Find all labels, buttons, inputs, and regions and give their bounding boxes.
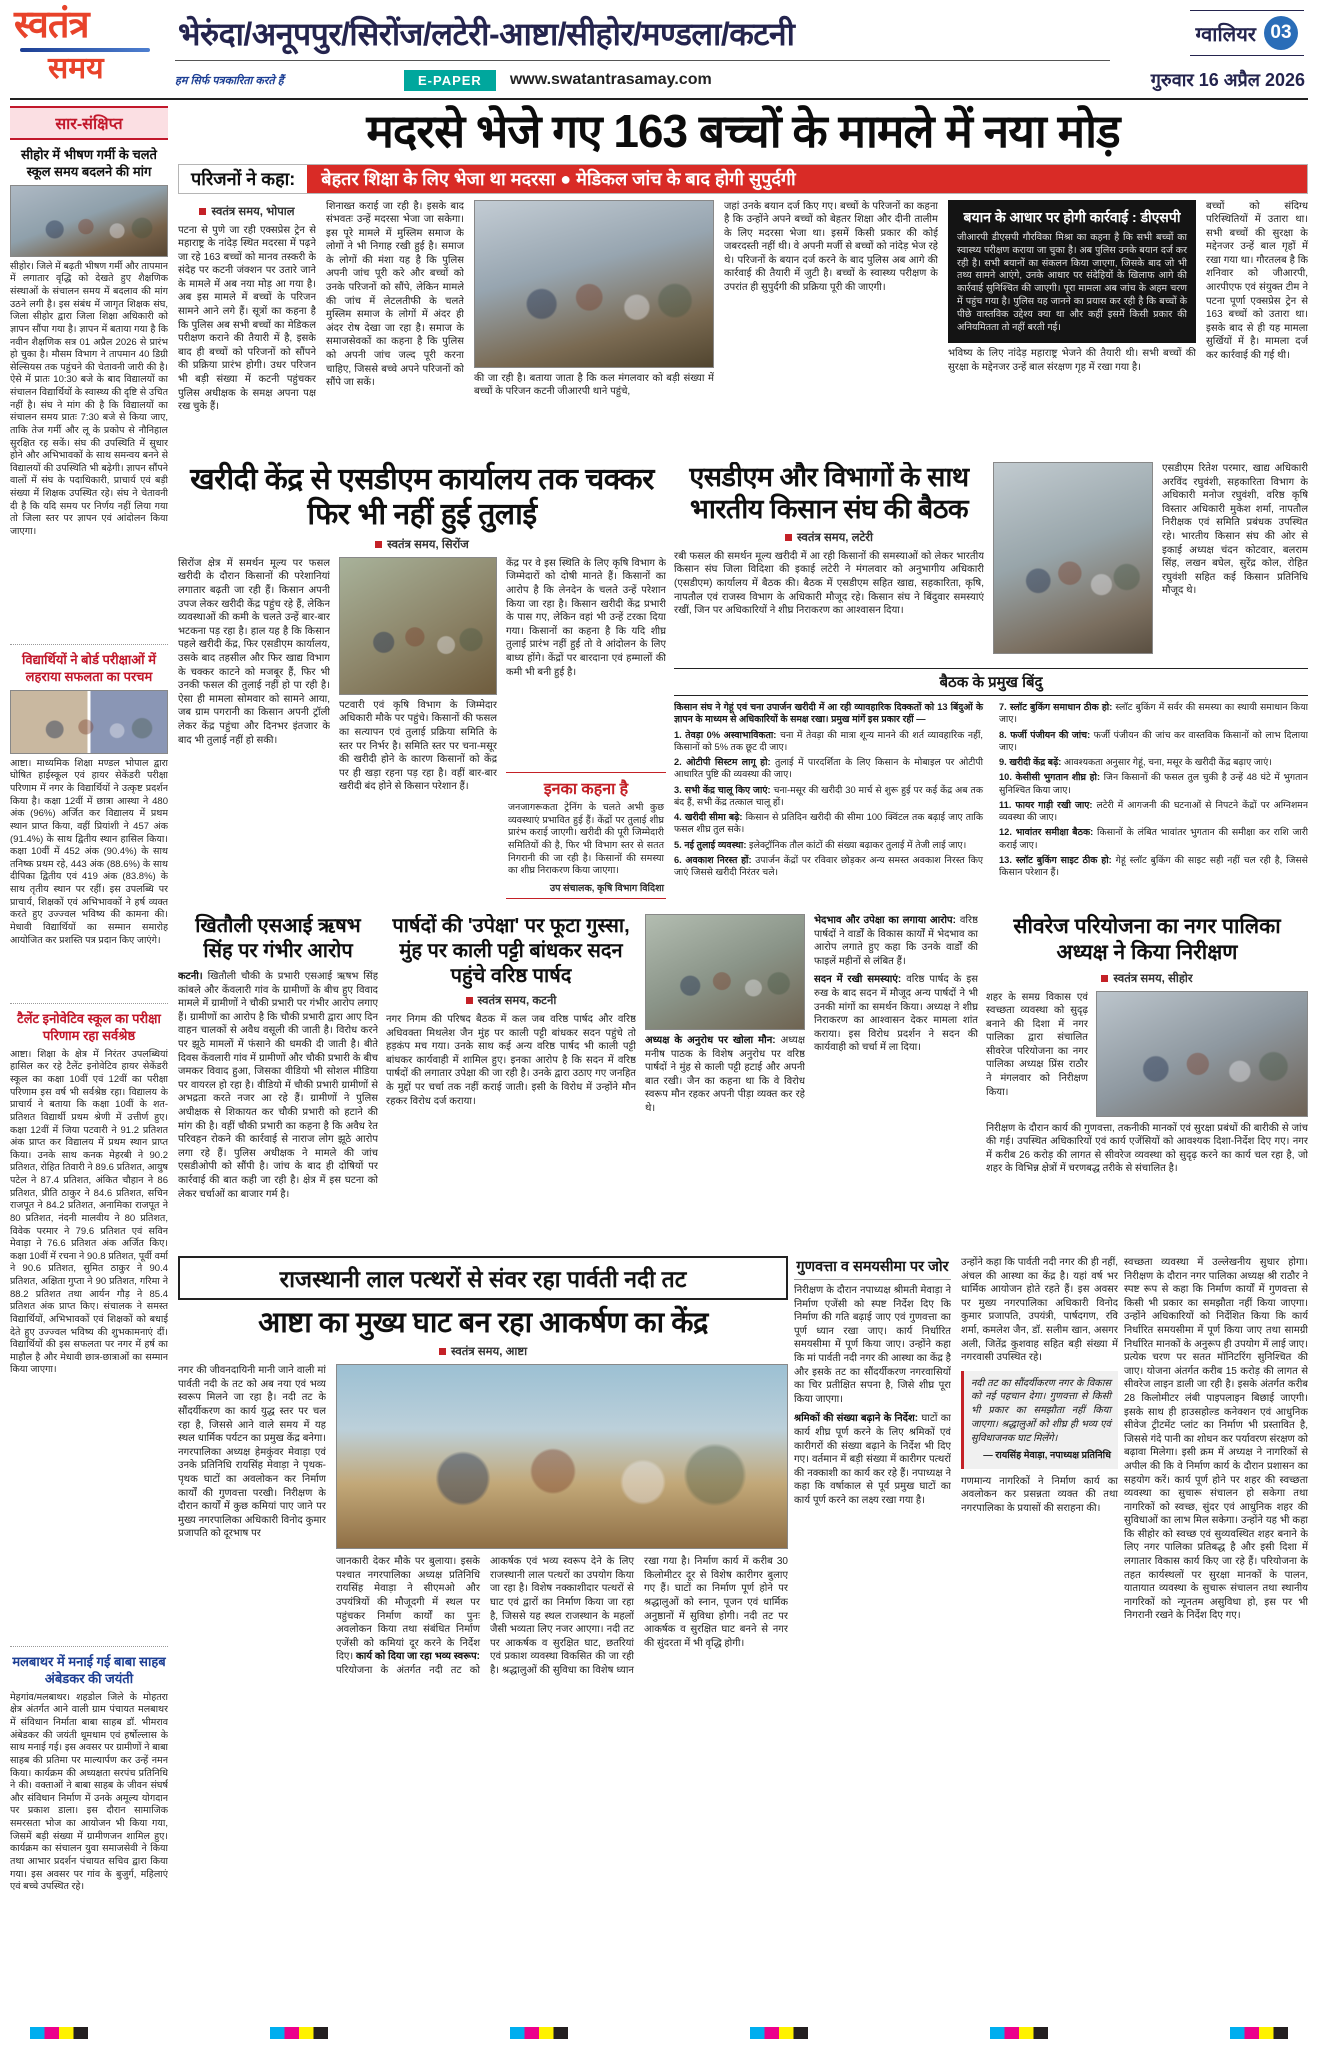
ashta-flow-1: जानकारी देकर मौके पर बुलाया। इसके पश्चात नगरपालिका अध्यक्ष प्रतिनिधि रायसिंह मेवाड़ा ने सीएमओ और उपयंत्रियों की मौजूदगी में स्थल पर पहुंचकर निर्माण कार्यों का पुनः अवलोकन किया तथा संबंधित निर्माण एजेंसी को कमियां दूर करने के निर्देश दिए।: [336, 1556, 480, 1663]
khitauli-body: [178, 970, 378, 1232]
sewerage-photo-row: [986, 991, 1308, 1117]
sewerage-tail-text: स्वच्छता व्यवस्था में उल्लेखनीय सुधार होगा। निरीक्षण के दौरान नगर पालिका अध्यक्ष श्री राठौर ने स्पष्ट रूप से कहा कि निर्माण कार्यों में गुणवत्ता से किसी भी प्रकार का समझौता नहीं किया जाएगा। उन्होंने अधिकारियों को निर्देशित किया कि कार्य निर्धारित समयसीमा में पूर्ण किया जाए तथा सामग्री निर्धारित मानकों के अनुरूप ही उपयोग में लाई जाए। प्रत्येक चरण पर सतत मॉनिटरिंग सुनिश्चित की जाए। योजना अंतर्गत करीब 15 करोड़ की लागत से सीवरेज लाइन डाली जा रही है। इसके अंतर्गत करीब 28 किलोमीटर लंबी पाइपलाइन बिछाई जाएगी। इसके साथ ही हाउसहोल्ड कनेक्शन एवं आधुनिक सीवेज ट्रीटमेंट प्लांट का निर्माण भी प्रस्तावित है, जिससे गंदे पानी का शोधन कर पर्यावरण संरक्षण को बढ़ावा मिलेगा। इसी क्रम में अध्यक्ष ने नागरिकों से अपील की कि वे निर्माण कार्य के दौरान प्रशासन का सहयोग करें। कार्य पूर्ण होने पर शहर की स्वच्छता व्यवस्था का सुचारू संचालन हो सकेगा तथा नागरिकों को स्वच्छ, सुंदर एवं आधुनिक शहर की सुविधाओं का लाभ मिल सकेगा। उन्होंने यह भी कहा कि सीहोर को स्वच्छ एवं सुव्यवस्थित शहर बनाने के लिए नगर पालिका प्रतिबद्ध है और इसी दिशा में लगातार विकास कार्य किए जा रहे हैं। परियोजना के तहत कार्यस्थलों पर सुरक्षा मानकों के पालन, यातायात व्यवस्था के सुचारू संचालन तथा स्थानीय नागरिकों को न्यूनतम असुविधा हो, इस पर भी निगरानी रखने के निर्देश दिए गए।: [1124, 1257, 1308, 1622]
ashta-body-left: नगर की जीवनदायिनी मानी जाने वाली मां पार्वती नदी के तट को अब नया एवं भव्य स्वरूप मिलने जा रहा है। नदी तट के सौंदर्यीकरण का कार्य युद्ध स्तर पर चल रहा है, जिससे आने वाले समय में यह स्थल धार्मिक पर्यटन का प्रमुख केंद्र बनेगा। नगरपालिका अध्यक्ष हेमकुंवर मेवाड़ा एवं उनके प्रतिनिधि रायसिंह मेवाड़ा ने पृथक-पृथक घाटों का अवलोकन कर निर्माण कार्यों की गुणवत्ता परखी। निरीक्षण के दौरान कार्यों में कुछ कमियां पाए जाने पर मुख्य नगरपालिका अधिकारी विनोद कुमार प्रजापति को दूरभाष पर: [178, 1365, 326, 1540]
kisan-headline: एसडीएम और विभागों के साथ भारतीय किसान संघ की बैठक: [689, 462, 969, 524]
brief-body: मेहगांव/मलबाथर। शहडोल जिले के मोहतरा क्षेत्र अंतर्गत आने वाली ग्राम पंचायत मलबाथर में संविधान निर्माता बाबा साहब डॉ. भीमराव अंबेडकर की जयंती धूमधाम एवं हर्षोल्लास के साथ मनाई गई। इस अवसर पर ग्रामीणों ने बाबा साहब की प्रतिमा पर माल्यार्पण कर उन्हें नमन किया। कार्यक्रम की अध्यक्षता सरपंच प्रतिनिधि ने की। वक्ताओं ने बाबा साहब के जीवन संघर्ष और संविधान निर्माण में उनके अमूल्य योगदान पर प्रकाश डाला। इस दौरान सामाजिक समरसता भोज का आयोजन भी किया गया, जिसमें बड़ी संख्या में ग्रामीणजन शामिल हुए। कार्यक्रम का संचालन युवा समाजसेवी ने किया तथा आभार प्रदर्शन पंचायत सचिव द्वारा किया गया। इस अवसर पर गांव के बुजुर्ग, महिलाएं एवं बच्चे उपस्थित रहे।: [10, 1691, 168, 1893]
byline-square-icon: [466, 997, 473, 1004]
kicker-text: बेहतर शिक्षा के लिए भेजा था मदरसा ● मेडिकल जांच के बाद होगी सुपुर्दगी: [307, 165, 1307, 193]
cmyk-swatch-group: [990, 2027, 1048, 2039]
lead-body-6: बच्चों को संदिग्ध परिस्थितियों में उतारा था। सभी बच्चों की सुरक्षा के मद्देनजर उन्हें बाल गृहों में रखा गया था। गौरतलब है कि शनिवार को जीआरपी, आरपीएफ एवं संयुक्त टीम ने पटना पूर्णा एक्सप्रेस ट्रेन से 163 बच्चों को उतारा था। इसके बाद से ही यह मामला सुर्खियों में है। मामला दर्ज कर कार्रवाई की गई थी।: [1206, 200, 1308, 362]
officials-say-quote: जनजागरूकता ट्रेनिंग के चलते अभी कुछ व्यवस्थाएं प्रभावित हुई हैं। केंद्रों पर तुलाई शीघ्र प्रारंभ कराई जाएगी। खरीदी की पूरी जिम्मेदारी समितियों की है, फिर भी विभाग स्तर से सतत निगरानी की जा रही है। किसानों की समस्या का शीघ्र निराकरण किया जाएगा।: [508, 802, 664, 877]
parshad-body-4: [814, 973, 978, 1055]
byline: [986, 971, 1308, 986]
sewerage-body-1: शहर के समग्र विकास एवं स्वच्छता व्यवस्था को सुदृढ़ बनाने की दिशा में नगर पालिका द्वारा संचालित सीवरेज परियोजना का नगर पालिका अध्यक्ष प्रिंस राठौर ने मंगलवार को निरीक्षण किया।: [986, 991, 1088, 1098]
point-number: 7.: [999, 702, 1007, 712]
meeting-point-item: [674, 756, 983, 781]
lead-body-1: पटना से पुणे जा रही एक्सप्रेस ट्रेन से महाराष्ट्र के नांदेड़ स्थित मदरसा में पढ़ने जा रहे 163 बच्चों को मानव तस्करी के संदेह पर कटनी जंक्शन पर उतारे जाने के मामले में अब नया मोड़ आ गया है। अब इस मामले में बच्चों के परिजन सामने आने लगे हैं। सूत्रों का कहना है कि पुलिस अब सभी बच्चों का मेडिकल परीक्षण कराने की तैयारी में है, इसके बाद ही बच्चों को परिजनों को सौंपने की प्रक्रिया प्रारंभ होगी। उधर परिजन भी बड़ी संख्या में कटनी पहुंचकर पुलिस अधीक्षक के समक्ष अपना पक्ष रख चुके हैं।: [178, 224, 316, 413]
brief-talent-school: [10, 1011, 168, 1647]
point-number: 6.: [674, 854, 682, 865]
parshad-col-1: [386, 914, 636, 1250]
meeting-point-item: [999, 826, 1308, 851]
masthead: [0, 0, 1318, 100]
point-lead: अवकाश निरस्त हों:: [685, 854, 752, 865]
newspaper-logo: [14, 6, 166, 94]
kisan-names-col: [1162, 462, 1308, 660]
point-text: किसानों के लंबित भावांतर भुगतान की समीक्षा कर राशि जारी कराई जाए।: [999, 827, 1308, 850]
point-text: चना में तेवड़ा की मात्रा शून्य मानने की शर्त व्यावहारिक नहीं, किसानों को 5% तक छूट दी जाए।: [674, 729, 983, 752]
dsp-statement-title: बयान के आधार पर होगी कार्रवाई : डीएसपी: [963, 208, 1181, 225]
representative-quote-box: [961, 1371, 1118, 1469]
print-color-calibration-bar: [0, 2026, 1318, 2040]
page-number-badge: 03: [1264, 16, 1298, 50]
byline: [178, 1344, 788, 1359]
khitauli-body-text: खितौली चौकी के प्रभारी एसआई ऋषभ सिंह कांबले और केंवलारी गांव के ग्रामीणों के बीच हुए विवाद मामले में ग्रामीणों ने चौकी प्रभारी पर गंभीर आरोप लगाए हैं। ग्रामीणों का आरोप है कि चौकी प्रभारी द्वारा आए दिन वाहन चालकों से अवैध वसूली की जाती है। विरोध करने पर झूठे मामलों में फंसाने की धमकी दी जाती है। बीते दिवस केंवलारी गांव में ग्रामीणों और चौकी प्रभारी के बीच जमकर विवाद हुआ, जिसका वीडियो भी सोशल मीडिया पर वायरल हो रहा है। वीडियो में चौकी प्रभारी ग्रामीणों से अभद्रता करते नजर आ रहे हैं। ग्रामीणों ने पुलिस अधीक्षक से शिकायत कर चौकी प्रभारी को हटाने की मांग की है। वहीं चौकी प्रभारी का कहना है कि अवैध रेत परिवहन रोकने की कार्रवाई से नाराज लोग झूठे आरोप लगा रहे हैं। पुलिस अधीक्षक ने मामले की जांच एसडीओपी को सौंपी है। जांच के बाद ही दोषियों पर कार्रवाई की बात कही जा रही है। क्षेत्र में इस घटना को लेकर चर्चाओं का बाजार गर्म है।: [178, 971, 378, 1200]
point-text: जिन किसानों की फसल तुल चुकी है उन्हें 48 घंटे में भुगतान सुनिश्चित किया जाए।: [999, 772, 1308, 795]
kisan-body-right: एसडीएम रितेश परमार, खाद्य अधिकारी अरविंद रघुवंशी, सहकारिता विभाग के अधिकारी मनोज रघुवंशी, वरिष्ठ कृषि विस्तार अधिकारी मुकेश शर्मा, नापतौल निरीक्षक एवं समिति प्रबंधक उपस्थित रहे। भारतीय किसान संघ की ओर से इकाई अध्यक्ष चंदन कोटवार, बलराम सिंह, लखन बघेल, सुरेंद्र कोल, रोहित रघुवंशी सहित कई किसान प्रतिनिधि मौजूद थे।: [1162, 463, 1308, 597]
sewerage-headline: सीवरेज परियोजना का नगर पालिका अध्यक्ष ने किया निरीक्षण: [1013, 915, 1281, 965]
parshad-body-2: [645, 1034, 805, 1116]
dsp-statement-box: [948, 200, 1196, 343]
quote-text: नदी तट का सौंदर्यीकरण नगर के विकास को नई पहचान देगा। गुणवत्ता से किसी भी प्रकार का समझौता नहीं किया जाएगा। श्रद्धालुओं को शीघ्र ही भव्य एवं सुविधाजनक घाट मिलेंगे।: [971, 1377, 1111, 1444]
point-text: इलेक्ट्रॉनिक तौल कांटों की संख्या बढ़ाकर तुलाई में तेजी लाई जाए।: [749, 839, 967, 850]
parshad-columns: [386, 914, 978, 1250]
brief-body: सीहोर। जिले में बढ़ती भीषण गर्मी और तापमान में लगातार वृद्धि को देखते हुए शैक्षणिक संस्थाओं के संचालन समय में बदलाव की मांग उठने लगी है। इस संबंध में जागृत शिक्षक संघ, जिला सीहोर द्वारा जिला शिक्षा अधिकारी को ज्ञापन सौंपा गया है। ज्ञापन में बताया गया है कि नवीन शैक्षणिक सत्र 01 अप्रैल 2026 से प्रारंभ हो चुका है। मौसम विभाग ने तापमान 40 डिग्री सेल्सियस तक पहुंचने की चेतावनी जारी की है। ऐसे में प्रातः 10:30 बजे के बाद विद्यालयों का संचालन विद्यार्थियों के स्वास्थ्य की दृष्टि से उचित नहीं है। संघ ने मांग की है कि विद्यालयों का संचालन समय प्रातः 7:30 बजे से किया जाए, ताकि तेज गर्मी और लू के प्रकोप से नौनिहाल सुरक्षित रह सकें। संघ की उपस्थिति में सुधार होने और अभिभावकों के साथ समन्वय बनने से विद्यालयों की उपस्थिति भी बढ़ेगी। ज्ञापन सौंपने वालों में संघ के पदाधिकारी, प्राचार्य एवं बड़ी संख्या में शिक्षक उपस्थित रहे। संघ ने चेतावनी दी है कि यदि समय पर निर्णय नहीं लिया गया तो जिला स्तर पर ज्ञापन एवं आंदोलन किया जाएगा।: [10, 260, 168, 537]
brief-body: आष्टा। शिक्षा के क्षेत्र में निरंतर उपलब्धियां हासिल कर रहे टैलेंट इनोवेटिव हायर सेकेंडरी स्कूल का कक्षा 10वीं एवं 12वीं का परीक्षा परिणाम इस वर्ष भी सर्वश्रेष्ठ रहा। विद्यालय के प्राचार्य ने बताया कि कक्षा 10वीं के शत-प्रतिशत विद्यार्थी प्रथम श्रेणी में उत्तीर्ण हुए। कक्षा 12वीं में जिया पटवारी ने 91.2 प्रतिशत अंक प्राप्त कर विद्यालय में प्रथम स्थान प्राप्त किया। उनके साथ कनक मेहरबी ने 90.2 प्रतिशत, रोहित तिवारी ने 89.6 प्रतिशत, आयुष पटेल ने 87.4 प्रतिशत, अंकित चौहान ने 86 प्रतिशत, प्रीति ठाकुर ने 84.6 प्रतिशत, सचिन राजपूत ने 84.2 प्रतिशत, अनामिका राजपूत ने 80 प्रतिशत, नंदनी मालवीय ने 80 प्रतिशत, विवेक परमार ने 79.6 प्रतिशत एवं सविन मेवाड़ा ने 76.6 प्रतिशत अंक अर्जित किए। कक्षा 10वीं में रचना ने 90.8 प्रतिशत, पूर्वी वर्मा ने 90.6 प्रतिशत, सुमित ठाकुर ने 90.4 प्रतिशत, अक्षिता गुप्ता ने 90 प्रतिशत, गरिमा ने 88.2 प्रतिशत तथा आर्यन गौड़ ने 85.4 प्रतिशत अंक प्राप्त किए। संचालक ने समस्त विद्यार्थियों, अभिभावकों एवं शिक्षकों को बधाई देते हुए उज्ज्वल भविष्य की शुभकामनाएं दीं। विद्यार्थियों की इस सफलता पर नगर में हर्ष का माहौल है और मेधावी छात्र-छात्राओं का सम्मान किया जाएगा।: [10, 1048, 168, 1376]
point-number: 5.: [674, 839, 682, 850]
point-number: 10.: [999, 772, 1012, 783]
quality-col: [794, 1256, 951, 2014]
brief-headline: टैलेंट इनोवेटिव स्कूल का परीक्षा परिणाम रहा सर्वश्रेष्ठ: [17, 1011, 161, 1043]
byline-text: स्वतंत्र समय, सीहोर: [1113, 972, 1193, 985]
grain-trolley-photo: [339, 557, 497, 695]
lead-story: [178, 106, 1308, 458]
lead-col-2: [326, 200, 464, 452]
brief-board-results: [10, 652, 168, 1004]
byline-text: स्वतंत्र समय, लटेरी: [797, 531, 873, 544]
cmyk-swatch-group: [30, 2027, 88, 2039]
point-text: उपार्जन केंद्रों पर रविवार छोड़कर अन्य समस्त अवकाश निरस्त किए जाएं जिससे खरीदी निरंतर चले।: [674, 854, 983, 878]
memorandum-photo: [10, 185, 168, 257]
briefs-header: सार-संक्षिप्त: [10, 106, 168, 140]
officials-say-title: इनका कहना है: [543, 781, 629, 799]
epaper-badge[interactable]: E-PAPER: [404, 70, 496, 91]
workers-para: [794, 1412, 951, 1507]
masthead-locations: भेरुंदा/अनूपपुर/सिरोंज/लटेरी-आष्टा/सीहोर/मण्डला/कटनी: [178, 16, 795, 52]
parshad-headline: पार्षदों की 'उपेक्षा' पर फूटा गुस्सा, मुंह पर काली पट्टी बांधकर सदन पहुंचे वरिष्ठ पार्षद: [392, 915, 630, 987]
point-text: तुलाई में पारदर्शिता के लिए किसान के मोबाइल पर ओटीपी आधारित पुष्टि की व्यवस्था की जाए।: [674, 757, 983, 780]
lead-col-1: [178, 200, 316, 452]
byline-text: स्वतंत्र समय, सिरोंज: [387, 538, 469, 551]
point-lead: फायर गाड़ी रखी जाए:: [1015, 799, 1093, 810]
byline-square-icon: [439, 1348, 446, 1355]
point-number: 1.: [674, 729, 682, 740]
point-text: चना-मसूर की खरीदी 30 मार्च से शुरू हुई पर कई केंद्र अब तक बंद हैं, सभी केंद्र तत्काल चालू हों।: [674, 784, 983, 807]
kisan-headline-col: [674, 462, 984, 660]
ashta-flow-columns: [336, 1555, 788, 1985]
point-lead: फर्जी पंजीयन की जांच:: [1010, 729, 1091, 740]
meeting-point-item: [999, 854, 1308, 879]
meeting-point-item: [674, 729, 983, 754]
kharidi-col-3: [506, 557, 666, 899]
ashta-ghat-story: [178, 1256, 788, 2014]
parshad-body-1: नगर निगम की परिषद बैठक में कल जब वरिष्ठ पार्षद और वरिष्ठ अधिवक्ता मिथलेश जैन मुंह पर काली पट्टी बांधकर सदन पहुंचे तो हड़कंप मच गया। उनके साथ कई अन्य वरिष्ठ पार्षद भी काली पट्टी बांधकर कार्यवाही में शामिल हुए। इनका आरोप है कि सदन में वरिष्ठ पार्षदों की लगातार उपेक्षा की जा रही है। उनके द्वारा उठाए गए जनहित के मुद्दों पर चर्चा तक नहीं कराई जाती। इसी के विरोध में उन्होंने मौन रहकर विरोध दर्ज कराया।: [386, 1014, 636, 1107]
brief-headline: सीहोर में भीषण गर्मी के चलते स्कूल समय बदलने की मांग: [21, 147, 157, 179]
byline-square-icon: [785, 534, 792, 541]
workers-text: घाटों का कार्य शीघ्र पूर्ण करने के लिए श्रमिकों एवं कारीगरों की संख्या बढ़ाने के निर्देश भी दिए गए। वर्तमान में बड़ी संख्या में कारीगर पत्थरों की नक्काशी का कार्य कर रहे हैं। नपाध्यक्ष ने कहा कि वर्षाकाल से पूर्व प्रमुख घाटों का कार्य पूर्ण करने का लक्ष्य रखा गया है।: [794, 1413, 951, 1506]
point-lead: ओटीपी सिस्टम लागू हो:: [686, 757, 771, 768]
meeting-points-intro: किसान संघ ने गेहूं एवं चना उपार्जन खरीदी में आ रही व्यावहारिक दिक्कतों को 13 बिंदुओं के ज्ञापन के माध्यम से अधिकारियों के समक्ष रखा। प्रमुख मांगें इस प्रकार रहीं —: [674, 702, 983, 725]
byline-square-icon: [199, 208, 206, 215]
workers-subhead: श्रमिकों की संख्या बढ़ाने के निर्देश:: [794, 1413, 919, 1425]
point-number: 2.: [674, 757, 682, 768]
subhead-silence: अध्यक्ष के अनुरोध पर खोला मौन:: [645, 1035, 776, 1046]
byline: [674, 530, 984, 545]
brief-school-timing: [10, 147, 168, 645]
edition-date: गुरुवार 16 अप्रैल 2026: [1150, 70, 1305, 90]
point-number: 13.: [999, 854, 1012, 865]
sewerage-story: [986, 914, 1308, 1250]
meeting-point-item: [674, 811, 983, 836]
subhead-discrimination: भेदभाव और उपेक्षा का लगाया आरोप:: [814, 915, 956, 926]
kharidi-body-1: सिरोंज क्षेत्र में समर्थन मूल्य पर फसल खरीदी के दौरान किसानों की परेशानियां लगातार बढ़ती जा रही हैं। किसान अपनी उपज लेकर खरीदी केंद्र पहुंच रहे हैं, लेकिन व्यवस्थाओं की कमी के चलते उन्हें बार-बार भटकना पड़ रहा है। हाल यह है कि किसान पहले खरीदी केंद्र, फिर एसडीएम कार्यालय, उसके बाद तहसील और फिर खाद्य विभाग के चक्कर काटने को मजबूर हैं, फिर भी उनकी फसल की तुलाई नहीं हो पा रही है। ऐसा ही मामला सोमवार को सामने आया, जब ग्राम पगरानी का किसान अपनी ट्रॉली लेकर केंद्र पहुंचा और दिनभर इंतजार के बाद भी तुलाई नहीं हो सकी।: [178, 557, 330, 746]
dateline: कटनी।: [178, 971, 203, 982]
point-lead: भावांतर समीक्षा बैठक:: [1015, 827, 1094, 838]
ashta-headline: आष्टा का मुख्य घाट बन रहा आकर्षण का केंद्र: [258, 1307, 708, 1339]
point-lead: नई तुलाई व्यवस्था:: [684, 839, 747, 850]
officials-say-box: [506, 772, 666, 899]
parshad-col-2: [645, 914, 805, 1250]
kicker-label: परिजनों ने कहा:: [179, 165, 307, 193]
logo-word-samay: समय: [48, 51, 104, 85]
students-photo: [10, 690, 168, 754]
lead-col-5: [1206, 200, 1308, 452]
point-number: 12.: [999, 827, 1012, 838]
kharidi-story: [178, 462, 666, 908]
point-text: फर्जी पंजीयन की जांच कर वास्तविक किसानों को लाभ दिलाया जाए।: [999, 729, 1308, 752]
quote-attribution: — रायसिंह मेवाड़ा, नपाध्यक्ष प्रतिनिधि: [983, 1450, 1111, 1462]
names-col: [961, 1256, 1118, 2014]
ashta-flow-2: परियोजना के अंतर्गत नदी तट को आकर्षक एवं भव्य स्वरूप देने के लिए राजस्थानी लाल पत्थरों का उपयोग किया जा रहा है। विशेष नक्काशीदार पत्थरों से घाट एवं द्वारों का निर्माण किया जा रहा है, जिससे यह स्थल राजस्थान के महलों जैसी भव्यता लिए नजर आएगा। नदी तट पर आकर्षक व सुरक्षित घाट, छतरियां एवं प्रकाश व्यवस्था विकसित की जा रही है। श्रद्धालुओं की सुविधा का विशेष ध्यान रखा गया है। निर्माण कार्य में करीब 30 किलोमीटर दूर से विशेष कारीगर बुलाए गए हैं। घाटों का निर्माण पूर्ण होने पर श्रद्धालुओं को स्नान, पूजन एवं धार्मिक अनुष्ठानों में सुविधा होगी। नदी तट पर आकर्षक व सुरक्षित घाट बनने से नगर की सुंदरता में भी वृद्धि होगी।: [336, 1556, 788, 1676]
kharidi-body-2: पटवारी एवं कृषि विभाग के जिम्मेदार अधिकारी मौके पर पहुंचे। किसानों की फसल का सत्यापन एवं तुलाई प्रक्रिया समिति के स्तर पर निर्भर है। समिति स्तर पर चना-मसूर की खरीदी होने के कारण किसानों को केंद्र पर ही खड़ा रहना पड़ रहा है। वहीं बार-बार खरीदी बंद होने से किसान परेशान हैं।: [339, 699, 497, 793]
kharidi-headline: खरीदी केंद्र से एसडीएम कार्यालय तक चक्कर फिर भी नहीं हुई तुलाई: [190, 463, 654, 532]
point-number: 8.: [999, 729, 1007, 740]
byline-text: स्वतंत्र समय, कटनी: [477, 995, 557, 1007]
lead-col-4: [948, 200, 1196, 452]
sewerage-body-2: निरीक्षण के दौरान कार्य की गुणवत्ता, तकनीकी मानकों एवं सुरक्षा प्रबंधों की बारीकी से जांच की गई। उपस्थित अधिकारियों एवं कार्य एजेंसियों को आवश्यक दिशा-निर्देश दिए गए। नगर में करीब 26 करोड़ की लागत से सीवरेज व्यवस्था को सुदृढ़ करने का कार्य चल रहा है, जो शहर के विभिन्न क्षेत्रों में चरणबद्ध तरीके से संचालित है।: [986, 1122, 1308, 1175]
lead-body-5: भविष्य के लिए नांदेड़ महाराष्ट्र भेजने की तैयारी थी। सभी बच्चों की सुरक्षा के मद्देनजर उन्हें बाल संरक्षण गृह में रखा गया है।: [948, 347, 1196, 373]
point-text: किसान से प्रतिदिन खरीदी की सीमा 100 क्विंटल तक बढ़ाई जाए ताकि फसल शीघ्र तुल सके।: [674, 812, 983, 835]
point-lead: स्लॉट बुकिंग साइट ठीक हो:: [1015, 854, 1112, 865]
logo-word-swatantra: स्वतंत्र: [14, 4, 89, 46]
edition-name: ग्वालियर: [1195, 23, 1256, 46]
point-lead: सभी केंद्र चालू किए जाएं:: [684, 784, 771, 795]
point-text: लटेरी में आगजनी की घटनाओं से निपटने केंद्रों पर अग्निशमन व्यवस्था की जाए।: [999, 799, 1308, 823]
officials-say-attribution: उप संचालक, कृषि विभाग विदिशा: [549, 882, 664, 894]
ashta-flow-subhead: कार्य को दिया जा रहा भव्य स्वरूप:: [356, 1651, 480, 1663]
byline: [178, 204, 316, 219]
kharidi-columns: [178, 557, 666, 899]
sewerage-inspection-photo: [1096, 991, 1308, 1117]
cmyk-swatch-group: [510, 2027, 568, 2039]
attendees-text: उन्होंने कहा कि पार्वती नदी नगर की ही नहीं, अंचल की आस्था का केंद्र है। यहां वर्ष भर धार्मिक आयोजन होते रहते हैं। इस अवसर पर मुख्य नगरपालिका अधिकारी विनोद कुमार प्रजापति, उपयंत्री, पार्षदगण, रवि शर्मा, कमलेश जैन, डॉ. सलीम खान, असगर अली, जितेंद्र कुशवाह सहित बड़ी संख्या में नगरवासी उपस्थित रहे।: [961, 1257, 1118, 1364]
meeting-point-item: [999, 771, 1308, 796]
point-number: 9.: [999, 757, 1007, 768]
kharidi-body-3: केंद्र पर वे इस स्थिति के लिए कृषि विभाग के जिम्मेदारों को दोषी मानते हैं। किसानों का आरोप है कि लेनदेन के चलते उन्हें परेशान किया जा रहा है। किसान खरीदी केंद्र प्रभारी के पास गए, लेकिन वहां भी उन्हें टरका दिया गया। किसानों का कहना है कि यदि शीघ्र तुलाई प्रारंभ नहीं हुई तो वे आंदोलन के लिए बाध्य होंगे। केंद्रों पर बारदाना एवं हम्मालों की कमी भी बनी हुई है।: [506, 557, 666, 678]
parvati-ghat-photo: [336, 1364, 788, 1549]
point-number: 4.: [674, 812, 682, 823]
brief-headline: विद्यार्थियों ने बोर्ड परीक्षाओं में लहराया सफलता का परचम: [22, 652, 156, 684]
masthead-bottom-rule: [10, 98, 1308, 100]
cmyk-swatch-group: [270, 2027, 328, 2039]
lead-body-3: की जा रही है। बताया जाता है कि कल मंगलवार को बड़ी संख्या में बच्चों के परिजन कटनी जीआरपी थाने पहुंचे,: [474, 372, 714, 398]
meeting-photo: [993, 462, 1153, 654]
subhead-house: सदन में रखी समस्याएं:: [814, 974, 902, 986]
subhead-discrimination-text: वरिष्ठ पार्षदों ने वार्डों के विकास कार्यों में भेदभाव का आरोप लगाते हुए कहा कि उनके वार्डों की फाइलें महीनों से लंबित हैं।: [814, 915, 978, 967]
masthead-row2: [175, 66, 1305, 94]
meeting-point-item: [674, 839, 983, 851]
meeting-point-item: [999, 756, 1308, 768]
cmyk-swatch-group: [750, 2027, 808, 2039]
quality-subhead: गुणवत्ता व समयसीमा पर जोर: [794, 1256, 951, 1280]
subhead-house-text: वरिष्ठ पार्षद के इस रुख के बाद सदन में मौजूद अन्य पार्षदों ने भी उनकी मांगों का समर्थन किया। अध्यक्ष ने शीघ्र निराकरण का आश्वासन देकर मामला शांत कराया। इस विरोध प्रदर्शन ने सदन की कार्यवाही को चर्चा में ला दिया।: [814, 974, 978, 1054]
tagline: हम सिर्फ पत्रकारिता करते हैं: [175, 74, 284, 87]
ashta-strip-headline: राजस्थानी लाल पत्थरों से संवर रहा पार्वती नदी तट: [178, 1256, 788, 1300]
point-lead: खरीदी केंद्र बढ़ें:: [1009, 757, 1062, 768]
byline-square-icon: [375, 541, 382, 548]
website-link[interactable]: www.swatantrasamay.com: [509, 71, 712, 88]
meeting-point-item: [674, 784, 983, 809]
khitauli-headline: खितौली एसआई ऋषभ सिंह पर गंभीर आरोप: [195, 915, 361, 962]
ashta-mid-columns: [794, 1256, 1118, 2014]
extra-text: गणमान्य नागरिकों ने निर्माण कार्य का अवलोकन कर प्रसन्नता व्यक्त की तथा नगरपालिका के प्रयासों की सराहना की।: [961, 1475, 1118, 1514]
ashta-columns: [178, 1364, 788, 1992]
point-lead: खरीदी सीमा बढ़े:: [684, 812, 743, 823]
meeting-points-title: बैठक के प्रमुख बिंदु: [674, 668, 1308, 696]
lead-kicker: [178, 164, 1308, 194]
point-lead: केसीसी भुगतान शीघ्र हो:: [1015, 772, 1101, 783]
briefs-sidebar: [10, 106, 168, 2014]
lead-columns: [178, 200, 1308, 452]
byline-square-icon: [1101, 975, 1108, 982]
masthead-rule: [175, 60, 1110, 61]
lead-body-4: जहां उनके बयान दर्ज किए गए। बच्चों के परिजनों का कहना है कि उन्होंने अपने बच्चों को बेहतर शिक्षा और दीनी तालीम के लिए मदरसा भेजा था। इसमें किसी प्रकार की कोई जबरदस्ती नहीं थी। वे अपनी मर्जी से बच्चों को नांदेड़ भेज रहे थे। परिजनों के बयान दर्ज करने के बाद पुलिस अब आगे की कार्रवाई की तैयारी में जुटी है। बच्चों के स्वास्थ्य परीक्षण के उपरांत ही सुपुर्दगी की प्रक्रिया पूरी की जाएगी।: [724, 200, 938, 294]
meeting-points-list: [674, 701, 1308, 899]
point-text: गेहूं स्लॉट बुकिंग की साइट सही नहीं चल रही है, जिससे किसान परेशान हैं।: [999, 854, 1308, 878]
meeting-points-section: [674, 668, 1308, 899]
meeting-point-item: [999, 729, 1308, 754]
lead-story-photo: [474, 200, 714, 368]
cmyk-swatch-group: [1230, 2027, 1288, 2039]
meeting-point-item: [674, 854, 983, 879]
sewerage-continuation-col: [1124, 1256, 1308, 2014]
parshad-body-3: [814, 914, 978, 968]
point-number: 3.: [674, 784, 682, 795]
ashta-right-area: [336, 1364, 788, 1992]
meeting-point-item: [999, 701, 1308, 726]
point-lead: तेवड़ा 0% अस्वाभाविकता:: [685, 729, 777, 740]
parshad-col-3: [814, 914, 978, 1250]
dsp-statement-body: जीआरपी डीएसपी गौरविका मिश्रा का कहना है कि सभी बच्चों का स्वास्थ्य परीक्षण कराया जा चुका है। अब पुलिस उनके बयान दर्ज कर रही है। सभी बयानों का संकलन किया जाएगा, जिसके बाद जो भी तथ्य सामने आएंगे, उनके आधार पर संदेहियों के खिलाफ आगे की कार्रवाई सुनिश्चित की जाएगी। पूरा मामला अब जांच के अहम चरण में पहुंच गया है। पुलिस यह जानने का प्रयास कर रही है कि बच्चों के पीछे वास्तविक उद्देश्य क्या था और कहीं इसमें किसी प्रकार की अनियमितता तो नहीं बरती गई।: [957, 231, 1187, 334]
brief-headline: मलबाथर में मनाई गई बाबा साहब अंबेडकर की जयंती: [12, 1654, 166, 1686]
byline-text: स्वतंत्र समय, भोपाल: [211, 205, 295, 218]
black-band-protest-photo: [645, 914, 805, 1030]
lead-col-3: [724, 200, 938, 452]
quality-text: निरीक्षण के दौरान नपाध्यक्ष श्रीमती मेवाड़ा ने निर्माण एजेंसी को स्पष्ट निर्देश दिए कि निर्माण की गति बढ़ाई जाए एवं गुणवत्ता का पूर्ण ध्यान रखा जाए। कार्य निर्धारित समयसीमा में पूर्ण किया जाए। उन्होंने कहा कि मां पार्वती नदी नगर की आस्था का केंद्र है और इसके तट का सौंदर्यीकरण नगरवासियों का चिर प्रतीक्षित सपना है, जिसे शीघ्र पूरा किया जाएगा।: [794, 1285, 951, 1405]
kisan-body-left: रबी फसल की समर्थन मूल्य खरीदी में आ रही किसानों की समस्याओं को लेकर भारतीय किसान संघ जिला विदिशा की इकाई लटेरी ने मंगलवार को अनुभागीय अधिकारी (एसडीएम) कार्यालय में बैठक की। बैठक में एसडीएम सहित खाद्य, सहकारिता, कृषि, नापतौल एवं राजस्व विभाग के अधिकारी मौजूद रहे। किसान संघ ने बिंदुवार समस्याएं रखीं, जिन पर अधिकारियों ने शीघ्र निराकरण का आश्वासन दिया।: [674, 550, 984, 617]
byline: [178, 537, 666, 552]
kisan-sangh-story: [674, 462, 1308, 908]
kharidi-col-1: [178, 557, 330, 899]
kisan-top-row: [674, 462, 1308, 660]
meeting-point-item: [999, 799, 1308, 824]
byline-text: स्वतंत्र समय, आष्टा: [450, 1346, 528, 1359]
point-text: स्लॉट बुकिंग में सर्वर की समस्या का स्थायी समाधान किया जाए।: [999, 702, 1308, 725]
khitauli-story: [178, 914, 378, 1250]
point-number: 11.: [999, 799, 1012, 810]
kharidi-col-2: [339, 557, 497, 899]
point-lead: स्लॉट बुकिंग समाधान ठीक हो:: [1009, 702, 1113, 712]
lead-headline: मदरसे भेजे गए 163 बच्चों के मामले में नया मोड़: [366, 105, 1120, 157]
brief-body: आष्टा। माध्यमिक शिक्षा मण्डल भोपाल द्वारा घोषित हाईस्कूल एवं हायर सेकेंडरी परीक्षा परिणाम में नगर के विद्यार्थियों ने उत्कृष्ट प्रदर्शन किया है। कक्षा 12वीं में छात्रा आस्था ने 480 अंक (96%) अर्जित कर विद्यालय में प्रथम स्थान प्राप्त किया, वहीं प्रियांशी ने 457 अंक (91.4%) के साथ द्वितीय स्थान हासिल किया। कक्षा 10वीं में 452 अंक (90.4%) के साथ तनिष्क प्रथम रहे, 443 अंक (88.6%) के साथ दीपिका द्वितीय एवं 419 अंक (83.8%) के साथ तृतीय स्थान पर रहीं। इस उपलब्धि पर प्राचार्य, शिक्षकों एवं अभिभावकों ने हर्ष व्यक्त करते हुए उज्ज्वल भविष्य की कामना की। मेधावी विद्यार्थियों का सम्मान समारोह आयोजित कर प्रशस्ति पत्र प्रदान किए जाएंगे।: [10, 757, 168, 946]
subhead-silence-text: अध्यक्ष मनीष पाठक के विशेष अनुरोध पर वरिष्ठ पार्षदों ने मुंह से काली पट्टी हटाई और अपनी बात रखी। जैन का कहना था कि वे विरोध स्वरूप मौन रहकर अपनी पीड़ा व्यक्त कर रहे थे।: [645, 1035, 805, 1114]
edition-block: [1190, 10, 1304, 56]
byline: [386, 993, 636, 1008]
lead-body-2: शिनाख्त कराई जा रही है। इसके बाद संभवतः उन्हें मदरसा भेजा जा सकेगा। इस पूरे मामले में मुस्लिम समाज के लोगों ने भी निगाह रखी हुई है। समाज के लोगों की मंशा यह है कि पुलिस अपनी जांच पूरी करे और बच्चों को उनके परिजनों को सौंपे, लेकिन मामले की जांच में लेटलतीफी के चलते मुस्लिम समाज के लोगों में अंदर ही अंदर रोष देखा जा रहा है। समाज के समाजसेवकों का कहना है कि पुलिस को अपनी जांच जल्द पूरी करना चाहिए, जिससे बच्चे अपने परिजनों को सौंपे जा सकें।: [326, 200, 464, 389]
point-text: आवश्यकता अनुसार गेहूं, चना, मसूर के खरीदी केंद्र बढ़ाए जाएं।: [1064, 757, 1272, 768]
brief-ambedkar-jayanti: [10, 1654, 168, 2014]
parshad-protest-story: [386, 914, 978, 1250]
lead-col-photo: [474, 200, 714, 452]
